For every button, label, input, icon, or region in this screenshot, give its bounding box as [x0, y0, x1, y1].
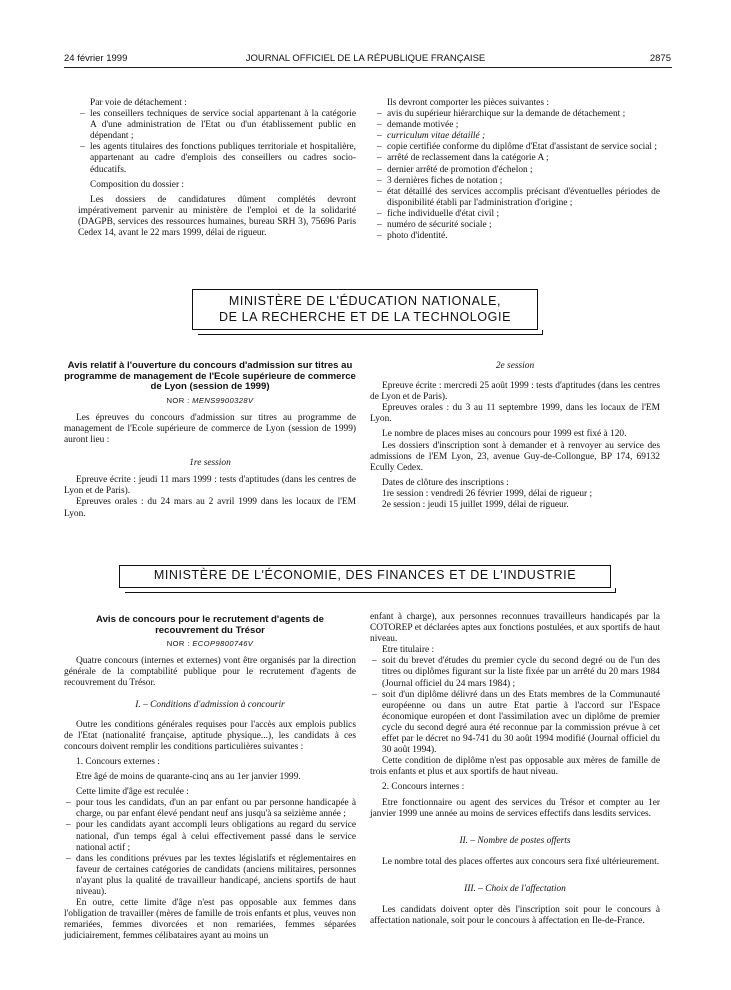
list-item: – les agents titulaires des fonctions publiques territoriale et hospitalière, appartenant au cadre d'emplois des conseillers ou cadres socio-éducatifs.: [78, 142, 356, 175]
avis1-title: Avis relatif à l'ouverture du concours d'admission sur titres au programme de management de l'Ecole supérieure de commerce de Lyon (session de 1999): [64, 360, 356, 393]
recul-text: Cette limite d'âge est reculée :: [76, 787, 189, 798]
age-text: Etre âgé de moins de quarante-cinq ans au 1er janvier 1999.: [76, 772, 301, 783]
titulaire-list: [370, 656, 660, 756]
cloture-heading: Dates de clôture des inscriptions :: [382, 477, 509, 488]
dossiers-text: Les dossiers d'inscription sont à demander et à renvoyer au service des admissions de l'EM Lyon, 23, avenue Guy-de-Collongue, BP 174, 69132 Ecully Cedex.: [370, 440, 660, 473]
section1-heading: I. – Conditions d'admission à concourir: [135, 699, 285, 710]
composition-heading: Composition du dossier :: [90, 179, 185, 190]
section3-heading: III. – Choix de l'affectation: [464, 883, 566, 894]
cloture-session1: 1re session : vendredi 26 février 1999, délai de rigueur ;: [382, 488, 593, 499]
section2-text: Le nombre total des places offertes aux concours sera fixé ultérieurement.: [382, 856, 660, 867]
avis1-right-column: [370, 361, 660, 511]
ministry-education-box: [192, 289, 538, 330]
avis1-left-column: [64, 361, 356, 520]
recul-list: [64, 798, 356, 898]
header-journal-title: JOURNAL OFFICIEL DE LA RÉPUBLIQUE FRANÇAISE: [245, 53, 486, 64]
diplome-text: Cette condition de diplôme n'est pas opposable aux mères de famille de trois enfants et plus et aux sportifs de haut niveau.: [370, 756, 660, 778]
avis1-nor: NOR : MENS9900328V: [166, 395, 254, 405]
list-item: – pour les candidats ayant accompli leurs obligations au regard du service national, d'un temps égal à celui effectivement passé dans le service national actif ;: [64, 820, 356, 853]
avis1-intro: Les épreuves du concours d'admission sur titres au programme de management de l'Ecole supérieure de commerce de Lyon (session de 1999) auront lieu :: [64, 412, 356, 446]
header-page-number: 2875: [649, 53, 671, 64]
session2-heading: 2e session: [495, 361, 535, 371]
ministry-education-line1: MINISTÈRE DE L'ÉDUCATION NATIONALE,: [228, 294, 502, 308]
list-item: – les conseillers techniques de service social appartenant à la catégorie A d'une administration de l'Etat ou d'un établissement public en dépendant ;: [78, 109, 356, 142]
titulaire-heading: Etre titulaire :: [382, 645, 435, 656]
list-item: – dernier arrêté de promotion d'échelon ;: [375, 165, 660, 176]
avis2-nor: NOR : ECOP9800746V: [166, 639, 254, 649]
list-item: – avis du supérieur hiérarchique sur la demande de détachement ;: [375, 109, 660, 120]
header-rule: [64, 67, 672, 68]
detachement-list: [78, 109, 356, 176]
list-item: – photo d'identité.: [375, 231, 660, 242]
list-item: – fiche individuelle d'état civil ;: [375, 209, 660, 220]
ministry-education-line2: DE LA RECHERCHE ET DE LA TECHNOLOGIE: [218, 310, 512, 324]
list-item: – dans les conditions prévues par les textes législatifs et réglementaires en faveur de certaines catégories de candidats (anciens militaires, personnes n'ayant plus la qualité de travailleur handicapé, anciens sportifs de haut niveau).: [64, 854, 356, 898]
list-item: – soit du brevet d'études du premier cycle du second degré ou de l'un des titres ou diplômes figurant sur la liste fixée par un arrêté du 20 mars 1984 (Journal officiel du 24 mars 1984) ;: [370, 656, 660, 689]
list-item: – état détaillé des services accomplis précisant d'éventuelles périodes de disponibilité établi par l'administration d'origine ;: [375, 187, 660, 209]
ministry-economie-line1: MINISTÈRE DE L'ÉCONOMIE, DES FINANCES ET DE L'INDUSTRIE: [153, 568, 577, 582]
places-text: Le nombre de places mises au concours pour 1999 est fixé à 120.: [382, 429, 627, 440]
session1-heading: 1re session: [189, 458, 231, 469]
section1-intro: Outre les conditions générales requises pour l'accès aux emplois publics de l'Etat (nationalité française, aptitude physique...), les candidats à ces concours doivent remplir les conditions particulières suivantes :: [64, 719, 356, 752]
internes-text: Etre fonctionnaire ou agent des services du Trésor et compter au 1er janvier 1999 une année au moins de services effectifs dans lesdits services.: [370, 797, 660, 819]
continuation-text: enfant à charge), aux personnes reconnues travailleurs handicapés par la COTOREP et déclarées aptes aux fonctions postulées, et aux sportifs de haut niveau.: [370, 612, 660, 645]
header-date: 24 février 1999: [64, 53, 128, 64]
session2-orales: Epreuves orales : du 3 au 11 septembre 1999, dans les locaux de l'EM Lyon.: [370, 403, 660, 425]
list-item: – copie certifiée conforme du diplôme d'Etat d'assistant de service social ;: [375, 142, 660, 153]
pieces-intro: Ils devront comporter les pièces suivantes :: [387, 98, 549, 108]
top-right-column: [375, 98, 660, 242]
avis2-right-column: [370, 612, 660, 927]
non-opposable-text: En outre, cette limite d'âge n'est pas opposable aux femmes dans l'obligation de travailler (mères de famille de trois enfants et plus, veuves non remariées, femmes divorcées et non remariées, femmes séparées judiciairement, femmes célibataires ayant au moins un: [64, 898, 356, 942]
ministry-economie-box: [119, 565, 611, 588]
pieces-list: [375, 109, 660, 242]
list-item: – numéro de sécurité sociale ;: [375, 220, 660, 231]
section2-heading: II. – Nombre de postes offerts: [459, 835, 571, 846]
cloture-session2: 2e session : jeudi 15 juillet 1999, délai de rigueur.: [382, 500, 569, 511]
avis2-left-column: [64, 615, 356, 942]
top-left-column: [78, 98, 356, 239]
list-item: – pour tous les candidats, d'un an par enfant ou par personne handicapée à charge, ou par enfant élevé pendant neuf ans jusqu'à sa seizième année ;: [64, 798, 356, 820]
list-item: – curriculum vitae détaillé ;: [375, 131, 660, 142]
externes-heading: 1. Concours externes :: [76, 756, 160, 767]
detachement-intro: Par voie de détachement :: [90, 98, 187, 108]
section3-text: Les candidats doivent opter dès l'inscription soit pour le concours à affectation nationale, soit pour le concours à affectation en Ile-de-France.: [370, 904, 660, 927]
list-item: – demande motivée ;: [375, 120, 660, 131]
session1-orales: Epreuves orales : du 24 mars au 2 avril 1999 dans les locaux de l'EM Lyon.: [64, 497, 356, 519]
internes-heading: 2. Concours internes :: [382, 782, 465, 793]
avis2-intro: Quatre concours (internes et externes) vont être organisés par la direction générale de la comptabilité publique pour le recrutement d'agents de recouvrement du Trésor.: [64, 656, 356, 689]
list-item: – 3 dernières fiches de notation ;: [375, 176, 660, 187]
composition-text: Les dossiers de candidatures dûment complétés devront impérativement parvenir au ministère de l'emploi et de la solidarité (DAGPB, services des ressources humaines, bureau SRH 3), 75696 Paris Cedex 14, avant le 22 mars 1999, délai de rigueur.: [78, 194, 356, 239]
list-item: – soit d'un diplôme délivré dans un des Etats membres de la Communauté européenne ou dans un autre Etat partie à l'accord sur l'Espace économique européen et dont l'assimilation avec un diplôme de premier cycle du second degré aura été reconnue par la commission prévue à cet effet par le décret no 94-741 du 30 août 1994 modifié (Journal officiel du 30 août 1994).: [370, 690, 660, 757]
avis2-title: Avis de concours pour le recrutement d'agents de recouvrement du Trésor: [96, 614, 324, 636]
session2-ecrite: Epreuve écrite : mercredi 25 août 1999 : tests d'aptitudes (dans les centres de Lyon et de Paris).: [370, 381, 660, 403]
session1-ecrite: Epreuve écrite : jeudi 11 mars 1999 : tests d'aptitudes (dans les centres de Lyon et de Paris).: [64, 475, 356, 497]
list-item: – arrêté de reclassement dans la catégorie A ;: [375, 153, 660, 164]
